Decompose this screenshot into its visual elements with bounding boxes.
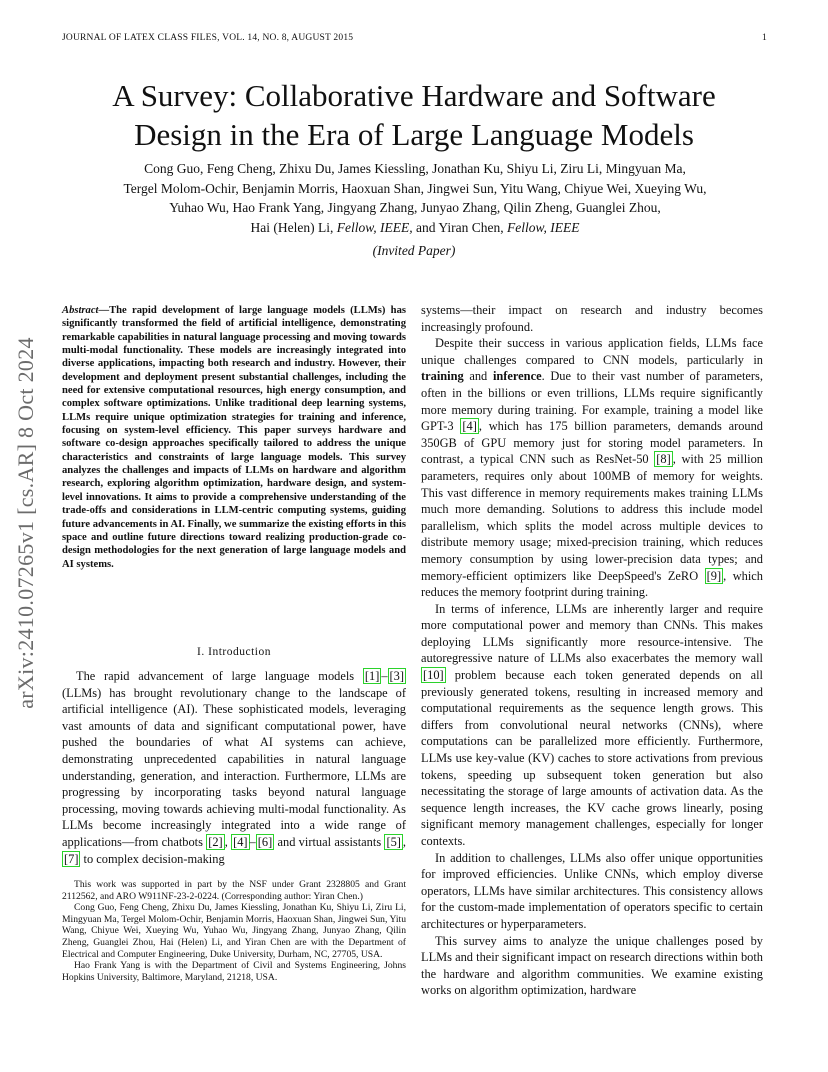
body-paragraph: In addition to challenges, LLMs also offer unique opportunities for improved efficiencies. Unlike CNNs, which employ diverse operators, LLMs have similar architectures. This consistency allows for the custom-made implementation of operators specific to certain architectures or hyperparameters.	[421, 850, 763, 931]
footnote-funding: This work was supported in part by the NSF under Grant 2328805 and Grant 2112562, and ARO W911NF-23-2-0224. (Corresponding author: Yiran Chen.)	[62, 879, 406, 902]
abstract	[62, 304, 406, 571]
text-run: and	[463, 369, 493, 384]
body-paragraph	[421, 335, 763, 601]
bold-term: training	[421, 369, 464, 384]
citation-link[interactable]: [4]	[233, 834, 248, 849]
citation-link[interactable]: [9]	[706, 568, 722, 583]
page-number: 1	[762, 33, 767, 43]
section-heading-introduction: I. Introduction	[197, 646, 271, 658]
citation-link[interactable]: [4]	[462, 419, 477, 434]
citation-link[interactable]: [6]	[257, 834, 273, 849]
authors-line-3: Yuhao Wu, Hao Frank Yang, Jingyang Zhang, Junyao Zhang, Qilin Zheng, Guanglei Zhou,	[169, 200, 661, 216]
citation-link[interactable]: [7]	[64, 851, 79, 866]
citation-link[interactable]: [8]	[656, 452, 671, 467]
fellow-ieee-1: Fellow, IEEE,	[336, 219, 413, 235]
text-run: Despite their success in various application fields, LLMs face unique challenges compared to CNN models, particularly in	[421, 336, 763, 367]
arxiv-stamp	[6, 298, 46, 748]
text-run: –	[249, 834, 256, 849]
arxiv-id: arXiv:2410.07265v1 [cs.AR] 8 Oct 2024	[13, 337, 38, 709]
text-run: , with 25 million parameters, requires only about 100MB of memory for weights. This vast difference in memory requirements makes training LLMs much more demanding. Solutions to address this include model parallelism, which splits the model across multiple devices to distribute memory usage; mixed-precision training, which reduces memory consumption by using lower-precision data types; and memory-efficient optimizers like DeepSpeed's ZeRO	[421, 452, 763, 583]
text-run: ,	[402, 834, 406, 849]
running-header	[62, 33, 767, 43]
text-run: In terms of inference, LLMs are inherently larger and require more computational power and memory than CNNs. This makes deploying LLMs significantly more resource-intensive. The autoregressive nature of LLMs also exacerbates the memory wall	[421, 601, 763, 666]
abstract-label: Abstract	[62, 305, 99, 316]
text-run: , which reduces the memory footprint during training.	[421, 568, 763, 600]
right-column-body	[421, 302, 763, 999]
authors-line-1: Cong Guo, Feng Cheng, Zhixu Du, James Kiessling, Jonathan Ku, Shiyu Li, Ziru Li, Mingyuan Ma,	[144, 161, 686, 176]
authors-line-2: Tergel Molom-Ochir, Benjamin Morris, Haoxuan Shan, Jingwei Sun, Yitu Wang, Chiyue Wei, Xueying Wu,	[123, 180, 707, 196]
citation-link[interactable]: [2]	[208, 834, 223, 849]
body-paragraph: systems—their impact on research and industry becomes increasingly profound.	[421, 303, 763, 334]
citation-link[interactable]: [3]	[389, 669, 404, 683]
text-run: ,	[224, 834, 232, 849]
footnote-jhu-affiliation: Hao Frank Yang is with the Department of Civil and Systems Engineering, Johns Hopkins University, Baltimore, Maryland, 21218, USA.	[62, 960, 406, 983]
abstract-text: —The rapid development of large language models (LLMs) has significantly transformed the field of artificial intelligence, demonstrating remarkable capabilities in natural language processing and moving towards multi-modal functionality. These models are increasingly integrated into diverse applications, impacting both research and industry. However, their development and deployment present substantial challenges, including the need for extensive computational resources, high energy consumption, and complex software optimizations. Unlike traditional deep learning systems, LLMs require unique optimization strategies for training and inference, focusing on system-level efficiency. This paper surveys hardware and software co-design approaches specifically tailored to address the unique characteristics and constraints of large language models. This survey analyzes the challenges and impacts of LLMs on hardware and algorithm research, exploring algorithm optimization, hardware design, and system-level innovations. It aims to provide a comprehensive understanding of the trade-offs and considerations in LLM-centric computing systems, guiding future advancements in AI. Finally, we summarize the existing efforts in this space and outline future directions toward realizing production-grade co-design methodologies for the next generation of large language models and AI systems.	[62, 305, 406, 570]
body-paragraph	[421, 601, 763, 850]
author-list	[70, 159, 760, 237]
fellow-ieee-2: Fellow, IEEE	[506, 219, 580, 235]
text-run: , which has 175 billion parameters, demands around 350GB of GPU memory just for storing model parameters. In contrast, a typical CNN such as ResNet-50	[421, 419, 763, 467]
introduction-body	[62, 668, 406, 867]
citation-link[interactable]: [5]	[386, 834, 401, 849]
author-chen: and Yiran Chen,	[415, 219, 504, 235]
author-li: Hai (Helen) Li,	[250, 219, 334, 235]
text-run: The rapid advancement of large language models	[76, 669, 363, 683]
text-run: to complex decision-making	[80, 851, 225, 866]
bold-term: inference	[492, 369, 542, 384]
intro-paragraph	[62, 668, 406, 867]
footnote-duke-affiliation: Cong Guo, Feng Cheng, Zhixu Du, James Kiessling, Jonathan Ku, Shiyu Li, Ziru Li, Mingyuan Ma, Tergel Molom-Ochir, Benjamin Morris, Haoxuan Shan, Jingwei Sun, Yitu Wang, Chiyue Wei, Xueying Wu, Yuhao Wu, Jingyang Zhang, Junyao Zhang, Qilin Zheng, Guanglei Zhou, Hai (Helen) Li, and Yiran Chen are with the Department of Electrical and Computer Engineering, Duke University, Durham, NC, 27705, USA.	[62, 902, 406, 960]
citation-link[interactable]: [1]	[364, 669, 380, 683]
citation-link[interactable]: [10]	[423, 668, 444, 683]
footnotes	[62, 879, 406, 983]
text-run: –	[381, 669, 388, 683]
text-run: and virtual assistants	[274, 834, 385, 849]
title-line-1: A Survey: Collaborative Hardware and Software	[112, 78, 716, 113]
paper-title	[0, 76, 828, 154]
text-run: (LLMs) has brought revolutionary change to the landscape of artificial intelligence (AI). These sophisticated models, leveraging vast amounts of data and significant computational power, have pushed the boundaries of what AI systems can achieve, demonstrating unprecedented capabilities in natural language understanding, generation, and interaction. Furthermore, LLMs are progressing by incorporating tasks beyond natural language processing, moving towards achieving multi-modal functionality. As LLMs become increasingly integrated into a wide range of applications—from chatbots	[62, 685, 406, 849]
text-run: problem because each token generated depends on all previously generated tokens, resulting in increased memory and computational requirements as the sequence length grows. This differs from convolutional neural networks (CNNs), where computations can be parallelized more efficiently. Furthermore, LLMs use key-value (KV) caches to store activations from previous tokens, speeding up subsequent token generation but also necessitating the storage of large amounts of activation data. As the sequence length increases, the KV cache grows linearly, posing significant memory management challenges, especially for longer contexts.	[421, 668, 763, 848]
text-run: . Due to their vast number of parameters, often in the billions or even trillions, LLMs require significantly more memory during training. For example, training a model like GPT-3	[421, 369, 763, 434]
title-line-2: Design in the Era of Large Language Models	[134, 117, 694, 152]
invited-paper-note: (Invited Paper)	[372, 243, 456, 258]
body-paragraph: This survey aims to analyze the unique challenges posed by LLMs and their significant impact on research directions within both the hardware and algorithm communities. We examine existing works on algorithm optimization, hardware	[421, 933, 763, 998]
authors-line-4	[70, 218, 760, 238]
journal-name: JOURNAL OF LATEX CLASS FILES, VOL. 14, NO. 8, AUGUST 2015	[62, 33, 354, 43]
